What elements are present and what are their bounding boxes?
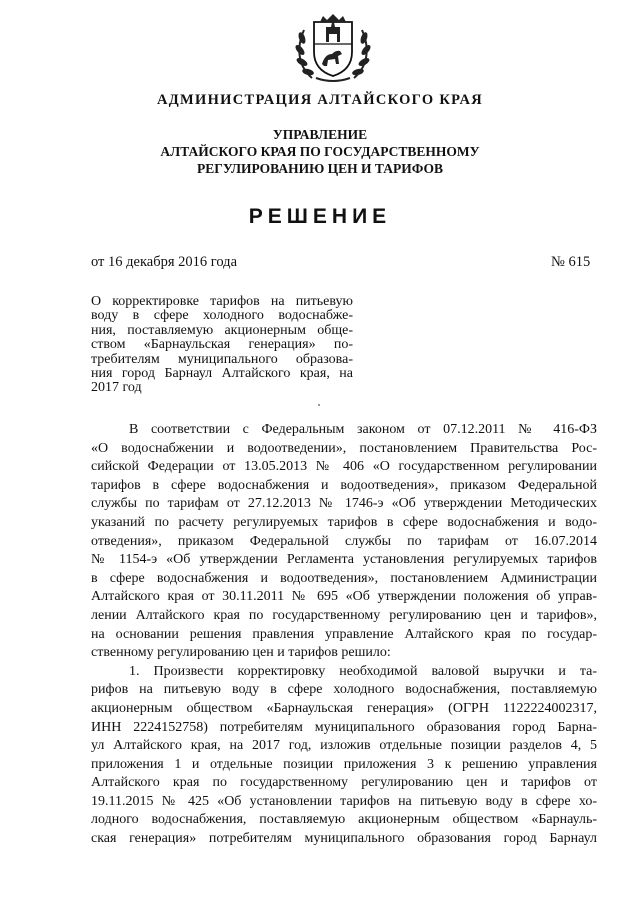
body-line: ская генерация» потребителям муниципального образования город Барнаул	[91, 831, 597, 847]
body-line: Алтайского края по государственному регулированию цен и тарифов от	[91, 775, 597, 791]
body-line: тарифов в сфере водоснабжения и водоотведения», приказом Федеральной	[91, 477, 597, 493]
subject-line: ния, поставляемую акционерным обще-	[91, 322, 353, 338]
body-line: Алтайского края от 30.11.2011 № 695 «Об утверждении положения об управ-	[91, 589, 597, 605]
department-line: АЛТАЙСКОГО КРАЯ ПО ГОСУДАРСТВЕННОМУ	[160, 144, 480, 159]
subject-line: требителям муниципального образова-	[91, 351, 353, 367]
document-subject	[91, 295, 353, 396]
subject-line: ния город Барнаул Алтайского края, на	[91, 366, 353, 382]
organization-name: АДМИНИСТРАЦИЯ АЛТАЙСКОГО КРАЯ	[156, 92, 484, 108]
body-line: сийской Федерации от 13.05.2013 № 406 «О государственном регулировании	[91, 459, 597, 475]
subject-line: воду в сфере холодного водоснабже-	[91, 308, 353, 324]
body-line: приложения 1 и отдельные позиции приложения 3 к решению управления	[91, 756, 597, 772]
body-line: № 1154-э «Об утверждении Регламента установления регулируемых тарифов	[91, 552, 597, 568]
coat-of-arms-emblem	[292, 14, 374, 84]
document-body	[91, 421, 597, 849]
body-line: лодного водоснабжения, поставляемую акционерным обществом «Барнауль-	[91, 812, 597, 828]
scan-speck	[318, 404, 320, 406]
body-line: службы по тарифам от 27.12.2013 № 1746-э «Об утверждении Методических	[91, 496, 597, 512]
body-line: ИНН 2224152758) потребителям муниципального образования город Барна-	[91, 719, 597, 735]
document-date: от 16 декабря 2016 года	[91, 254, 237, 270]
subject-line: 2017 год	[91, 380, 142, 396]
subject-line: ством «Барнаульская генерация» по-	[91, 337, 353, 353]
body-line: отведения», приказом Федеральной службы по тарифам от 16.07.2014	[91, 533, 597, 549]
body-line: «О водоснабжении и водоотведении», постановлением Правительства Рос-	[91, 440, 597, 456]
body-line: В соответствии с Федеральным законом от 07.12.2011 № 416-ФЗ	[129, 422, 597, 437]
document-number: № 615	[551, 254, 591, 270]
document-type-title: РЕШЕНИЕ	[248, 205, 392, 228]
department-line: УПРАВЛЕНИЕ	[272, 127, 368, 142]
body-line: в сфере водоснабжения и водоотведения», постановлением Администрации	[91, 570, 597, 586]
department-line: РЕГУЛИРОВАНИЮ ЦЕН И ТАРИФОВ	[196, 161, 444, 176]
body-line: лении Алтайского края по государственному регулированию цен и тарифов»,	[91, 607, 597, 623]
department-name	[0, 126, 640, 177]
body-line: ул Алтайского края, на 2017 год, изложив отдельные позиции разделов 4, 5	[91, 738, 597, 754]
body-line: 19.11.2015 № 425 «Об установлении тарифов на питьевую воду в сфере хо-	[91, 793, 597, 809]
body-line: 1. Произвести корректировку необходимой валовой выручки и та-	[129, 663, 597, 679]
body-line: ственному регулированию цен и тарифов решило:	[91, 645, 391, 661]
body-line: акционерным обществом «Барнаульская генерация» (ОГРН 1122224002317,	[91, 700, 597, 716]
body-line: указаний по расчету регулируемых тарифов в сфере водоснабжения и водо-	[91, 514, 597, 530]
body-line: рифов на питьевую воду в сфере холодного водоснабжения, поставляемую	[91, 682, 597, 698]
subject-line: О корректировке тарифов на питьевую	[91, 294, 353, 309]
body-line: на основании решения правления управление Алтайского края по государ-	[91, 626, 597, 642]
